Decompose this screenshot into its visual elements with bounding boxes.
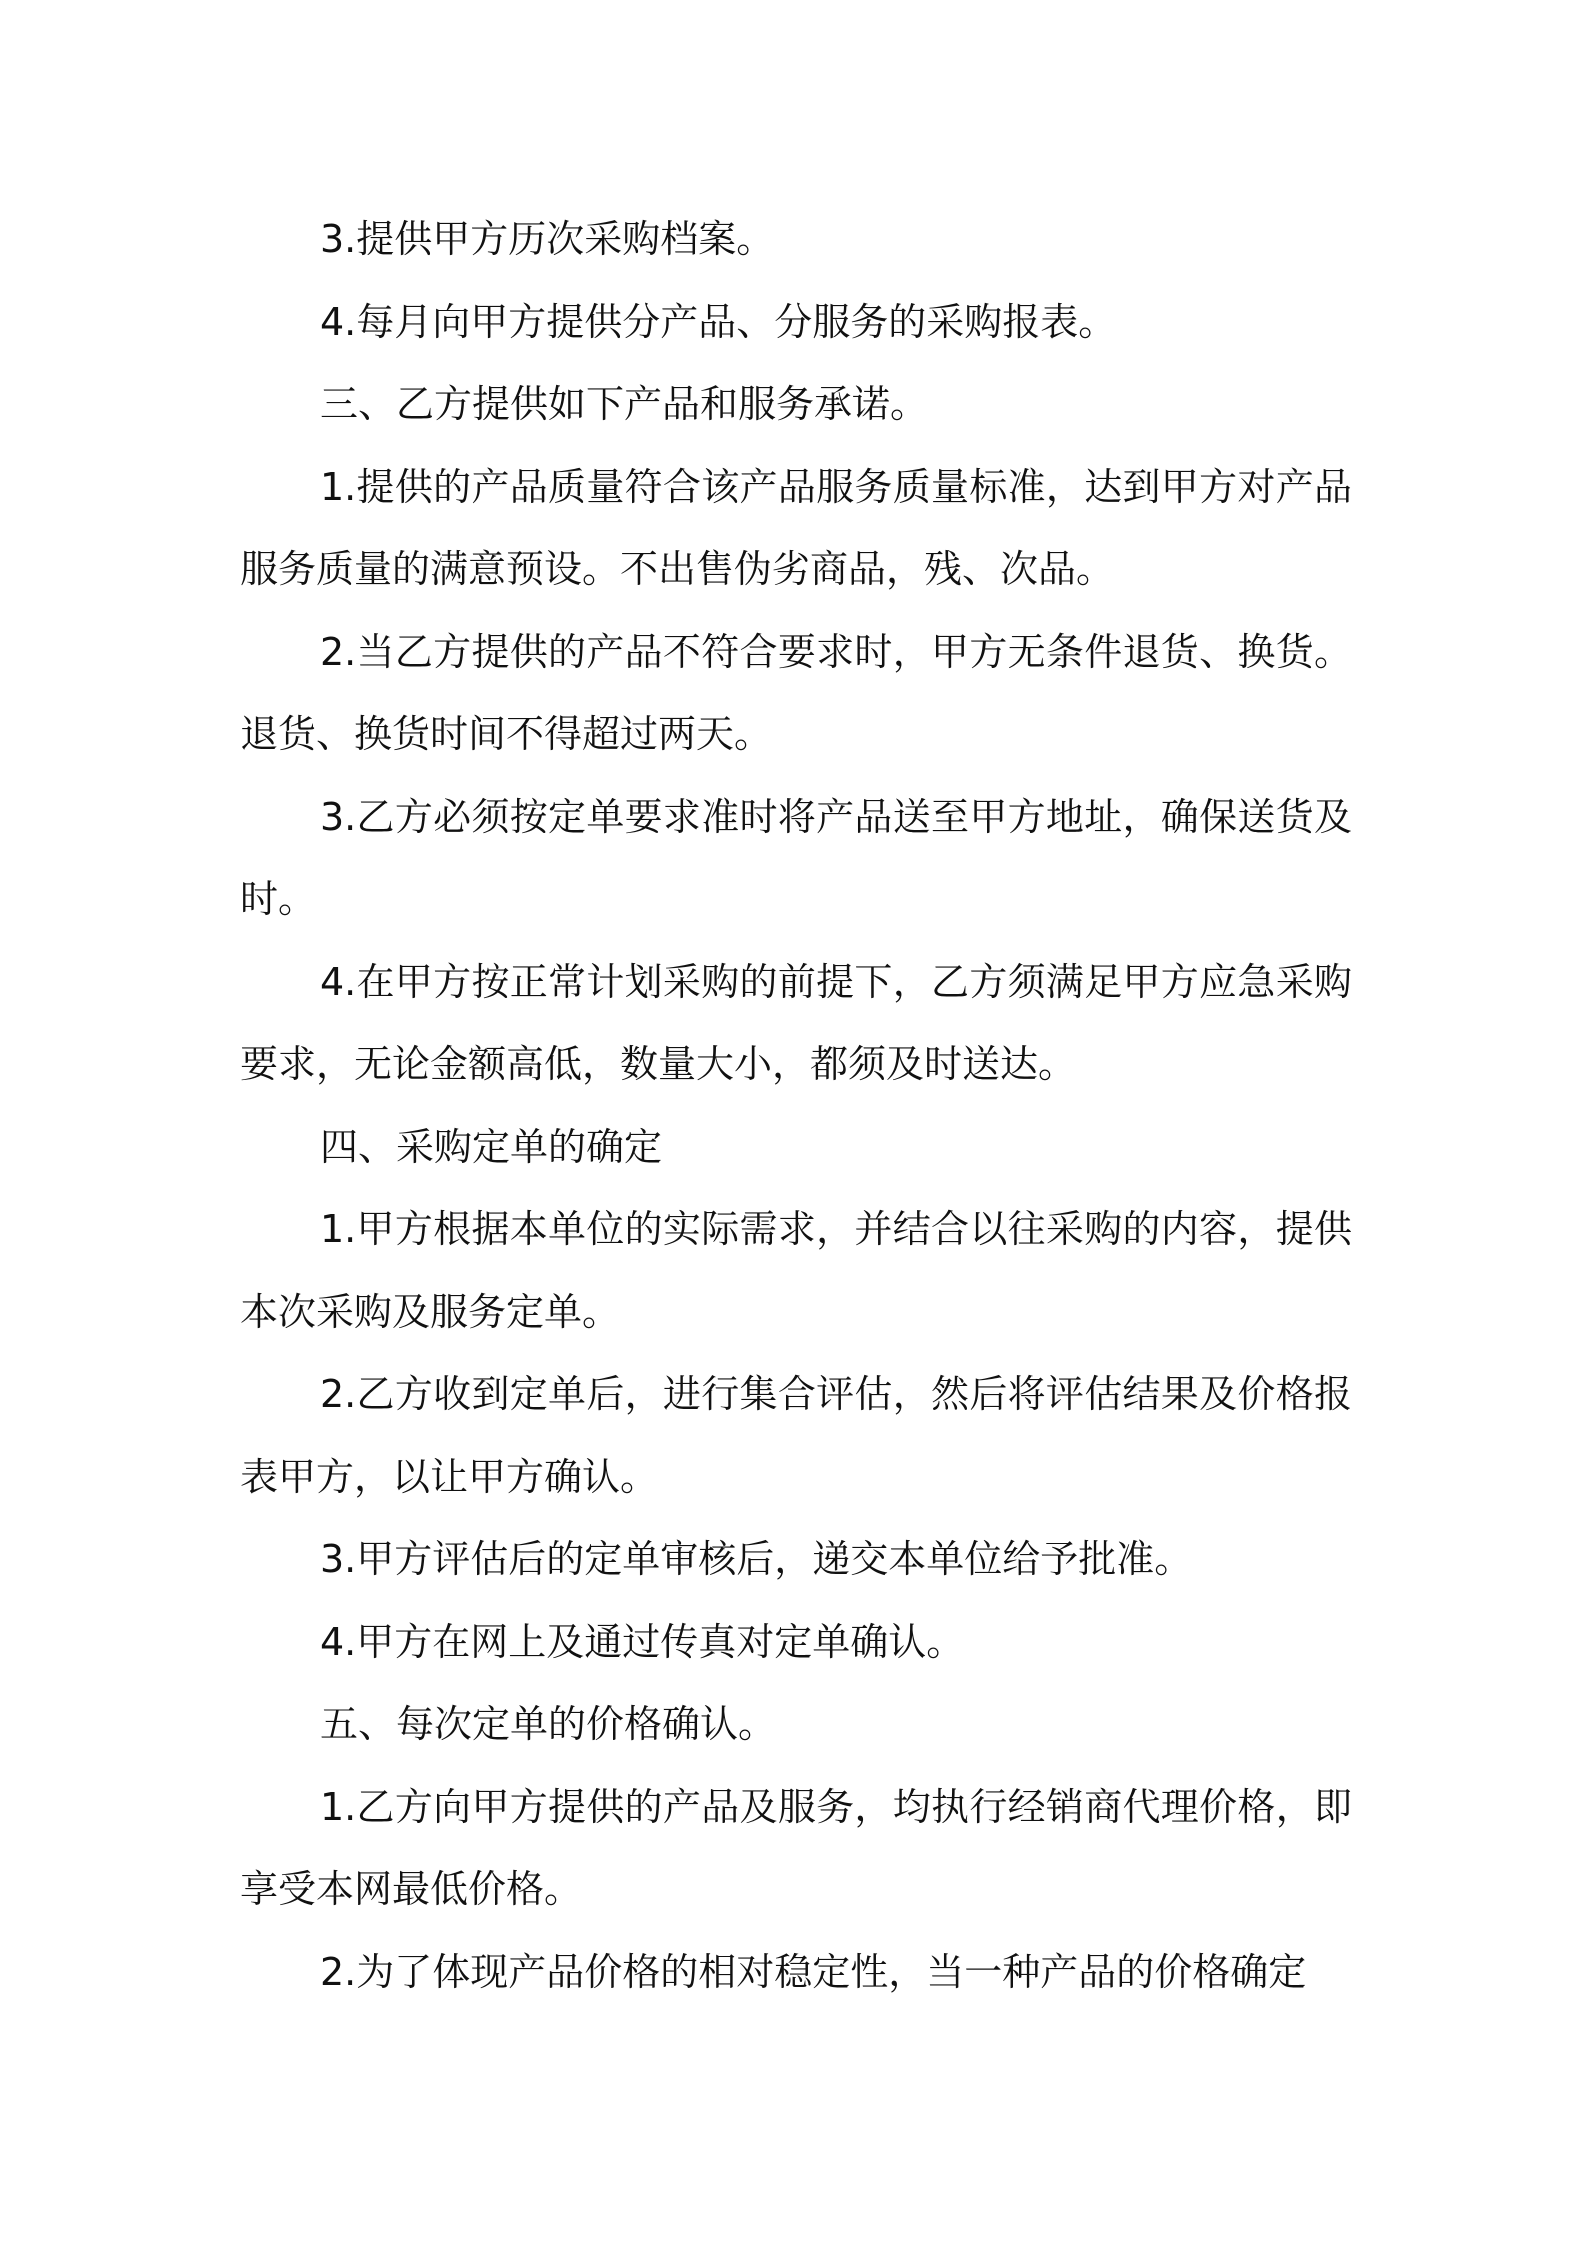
section-heading-5: 五、每次定单的价格确认。 xyxy=(320,1702,777,1746)
section-heading-3: 三、乙方提供如下产品和服务承诺。 xyxy=(320,382,929,426)
paragraph-order-needs: 1.甲方根据本单位的实际需求，并结合以往采购的内容，提供本次采购及服务定单。 xyxy=(240,1207,1352,1334)
paragraph-dealer-price: 1.乙方向甲方提供的产品及服务，均执行经销商代理价格，即享受本网最低价格。 xyxy=(240,1784,1352,1911)
paragraph-item-4-monthly-report: 4.每月向甲方提供分产品、分服务的采购报表。 xyxy=(320,299,1117,344)
paragraph-order-confirmation: 4.甲方在网上及通过传真对定单确认。 xyxy=(320,1619,965,1664)
paragraph-order-approval: 3.甲方评估后的定单审核后，递交本单位给予批准。 xyxy=(320,1537,1193,1581)
paragraph-price-stability: 2.为了体现产品价格的相对稳定性，当一种产品的价格确定 xyxy=(320,1949,1307,1994)
paragraph-item-3-archive: 3.提供甲方历次采购档案。 xyxy=(320,217,775,261)
paragraph-order-evaluation: 2.乙方收到定单后，进行集合评估，然后将评估结果及价格报表甲方，以让甲方确认。 xyxy=(240,1372,1352,1499)
paragraph-delivery: 3.乙方必须按定单要求准时将产品送至甲方地址，确保送货及时。 xyxy=(240,794,1352,921)
paragraph-returns: 2.当乙方提供的产品不符合要求时，甲方无条件退货、换货。退货、换货时间不得超过两天。 xyxy=(240,629,1352,756)
paragraph-quality-standard: 1.提供的产品质量符合该产品服务质量标准，达到甲方对产品服务质量的满意预设。不出售伪劣商品，残、次品。 xyxy=(240,464,1352,591)
document-body xyxy=(240,198,1352,2013)
paragraph-emergency-purchase: 4.在甲方按正常计划采购的前提下，乙方须满足甲方应急采购要求，无论金额高低，数量大小，都须及时送达。 xyxy=(240,959,1352,1086)
section-heading-4: 四、采购定单的确定 xyxy=(320,1124,663,1169)
